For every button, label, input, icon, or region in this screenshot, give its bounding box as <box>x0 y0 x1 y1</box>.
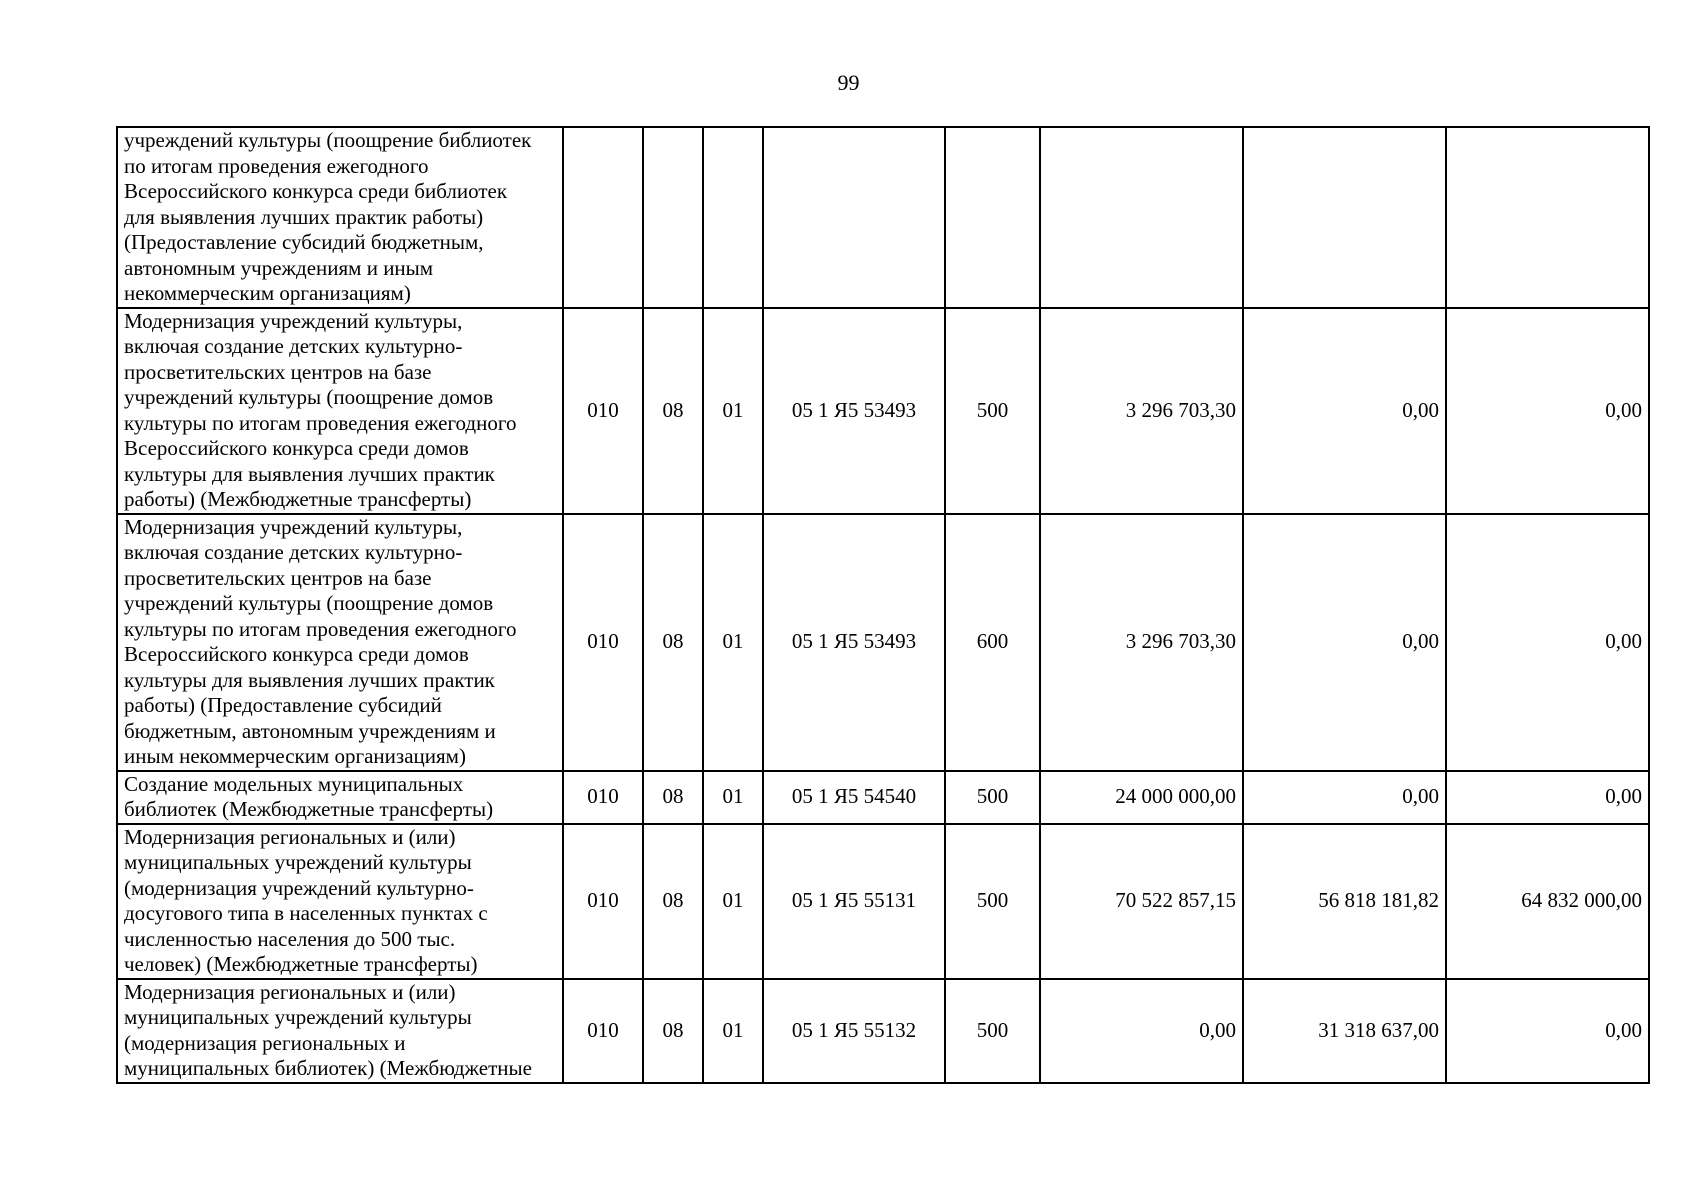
amount-year1-cell: 3 296 703,30 <box>1040 514 1243 771</box>
description-line: Всероссийского конкурса среди библиотек <box>124 179 508 203</box>
section-code-cell: 08 <box>643 979 703 1083</box>
target-article-cell: 05 1 Я5 55132 <box>763 979 945 1083</box>
amount-year2-cell: 31 318 637,00 <box>1243 979 1446 1083</box>
table-row <box>117 979 1649 1083</box>
amount-year3-cell: 64 832 000,00 <box>1446 824 1649 979</box>
page-number: 99 <box>837 70 860 95</box>
description-cell <box>117 771 563 824</box>
subsection-code-cell: 01 <box>703 979 763 1083</box>
target-article-cell: 05 1 Я5 53493 <box>763 514 945 771</box>
budget-table <box>116 126 1650 1084</box>
target-article-cell: 05 1 Я5 54540 <box>763 771 945 824</box>
section-code-cell <box>643 127 703 308</box>
expense-type-cell: 500 <box>945 308 1040 514</box>
description-line: работы) (Предоставление субсидий <box>124 693 442 717</box>
table-row <box>117 127 1649 308</box>
description-line: просветительских центров на базе <box>124 359 432 384</box>
amount-year3-cell: 0,00 <box>1446 514 1649 771</box>
description-line: Всероссийского конкурса среди домов <box>124 642 469 666</box>
description-line: включая создание детских культурно- <box>124 540 463 564</box>
description-line: учреждений культуры (поощрение домов <box>124 591 494 615</box>
amount-year1-cell: 24 000 000,00 <box>1040 771 1243 824</box>
description-line: культуры для выявления лучших практик <box>124 667 495 692</box>
target-article-cell <box>763 127 945 308</box>
ministry-code-cell: 010 <box>563 771 643 824</box>
section-code-cell: 08 <box>643 308 703 514</box>
description-line: просветительских центров на базе <box>124 565 432 590</box>
ministry-code-cell: 010 <box>563 308 643 514</box>
description-line: (модернизация учреждений культурно- <box>124 875 474 900</box>
table-row <box>117 771 1649 824</box>
ministry-code-cell: 010 <box>563 514 643 771</box>
description-line: досугового типа в населенных пунктах с <box>124 901 488 925</box>
ministry-code-cell: 010 <box>563 824 643 979</box>
amount-year2-cell: 56 818 181,82 <box>1243 824 1446 979</box>
description-line: автономным учреждениям и иным <box>124 255 434 280</box>
amount-year2-cell <box>1243 127 1446 308</box>
description-line: библиотек (Межбюджетные трансферты) <box>124 797 494 821</box>
target-article-cell: 05 1 Я5 53493 <box>763 308 945 514</box>
description-line: человек) (Межбюджетные трансферты) <box>124 952 478 976</box>
table-row <box>117 514 1649 771</box>
amount-year2-cell: 0,00 <box>1243 514 1446 771</box>
description-line: включая создание детских культурно- <box>124 334 463 358</box>
ministry-code-cell <box>563 127 643 308</box>
expense-type-cell <box>945 127 1040 308</box>
amount-year3-cell: 0,00 <box>1446 979 1649 1083</box>
description-cell <box>117 824 563 979</box>
description-line: Всероссийского конкурса среди домов <box>124 436 469 460</box>
subsection-code-cell: 01 <box>703 514 763 771</box>
description-line: культуры по итогам проведения ежегодного <box>124 616 517 641</box>
description-line: муниципальных библиотек) (Межбюджетные <box>124 1056 532 1080</box>
description-line: (модернизация региональных и <box>124 1030 406 1055</box>
description-line: (Предоставление субсидий бюджетным, <box>124 230 484 254</box>
description-line: Создание модельных муниципальных <box>124 771 464 796</box>
amount-year3-cell: 0,00 <box>1446 308 1649 514</box>
description-line: Модернизация региональных и (или) <box>124 824 456 849</box>
section-code-cell: 08 <box>643 514 703 771</box>
target-article-cell: 05 1 Я5 55131 <box>763 824 945 979</box>
ministry-code-cell: 010 <box>563 979 643 1083</box>
expense-type-cell: 500 <box>945 824 1040 979</box>
description-cell <box>117 979 563 1083</box>
description-line: Модернизация учреждений культуры, <box>124 514 463 539</box>
description-line: учреждений культуры (поощрение библиотек <box>124 128 532 152</box>
description-line: численностью населения до 500 тыс. <box>124 926 456 951</box>
expense-type-cell: 500 <box>945 771 1040 824</box>
description-line: Модернизация учреждений культуры, <box>124 308 463 333</box>
description-line: некоммерческим организациям) <box>124 281 411 305</box>
subsection-code-cell: 01 <box>703 824 763 979</box>
description-line: бюджетным, автономным учреждениям и <box>124 718 496 743</box>
description-cell <box>117 127 563 308</box>
description-cell <box>117 308 563 514</box>
subsection-code-cell <box>703 127 763 308</box>
subsection-code-cell: 01 <box>703 771 763 824</box>
description-line: культуры для выявления лучших практик <box>124 461 495 486</box>
description-line: культуры по итогам проведения ежегодного <box>124 410 517 435</box>
section-code-cell: 08 <box>643 771 703 824</box>
description-cell <box>117 514 563 771</box>
table-body <box>117 127 1649 1083</box>
description-line: по итогам проведения ежегодного <box>124 153 429 178</box>
description-line: Модернизация региональных и (или) <box>124 979 456 1004</box>
amount-year1-cell: 70 522 857,15 <box>1040 824 1243 979</box>
description-line: муниципальных учреждений культуры <box>124 850 472 874</box>
table-row <box>117 308 1649 514</box>
description-line: муниципальных учреждений культуры <box>124 1005 472 1029</box>
expense-type-cell: 500 <box>945 979 1040 1083</box>
subsection-code-cell: 01 <box>703 308 763 514</box>
amount-year3-cell: 0,00 <box>1446 771 1649 824</box>
section-code-cell: 08 <box>643 824 703 979</box>
amount-year1-cell: 0,00 <box>1040 979 1243 1083</box>
description-line: иным некоммерческим организациям) <box>124 744 466 768</box>
table-row <box>117 824 1649 979</box>
description-line: учреждений культуры (поощрение домов <box>124 385 494 409</box>
amount-year3-cell <box>1446 127 1649 308</box>
expense-type-cell: 600 <box>945 514 1040 771</box>
amount-year1-cell: 3 296 703,30 <box>1040 308 1243 514</box>
amount-year2-cell: 0,00 <box>1243 771 1446 824</box>
amount-year2-cell: 0,00 <box>1243 308 1446 514</box>
description-line: для выявления лучших практик работы) <box>124 204 484 229</box>
amount-year1-cell <box>1040 127 1243 308</box>
description-line: работы) (Межбюджетные трансферты) <box>124 487 472 511</box>
